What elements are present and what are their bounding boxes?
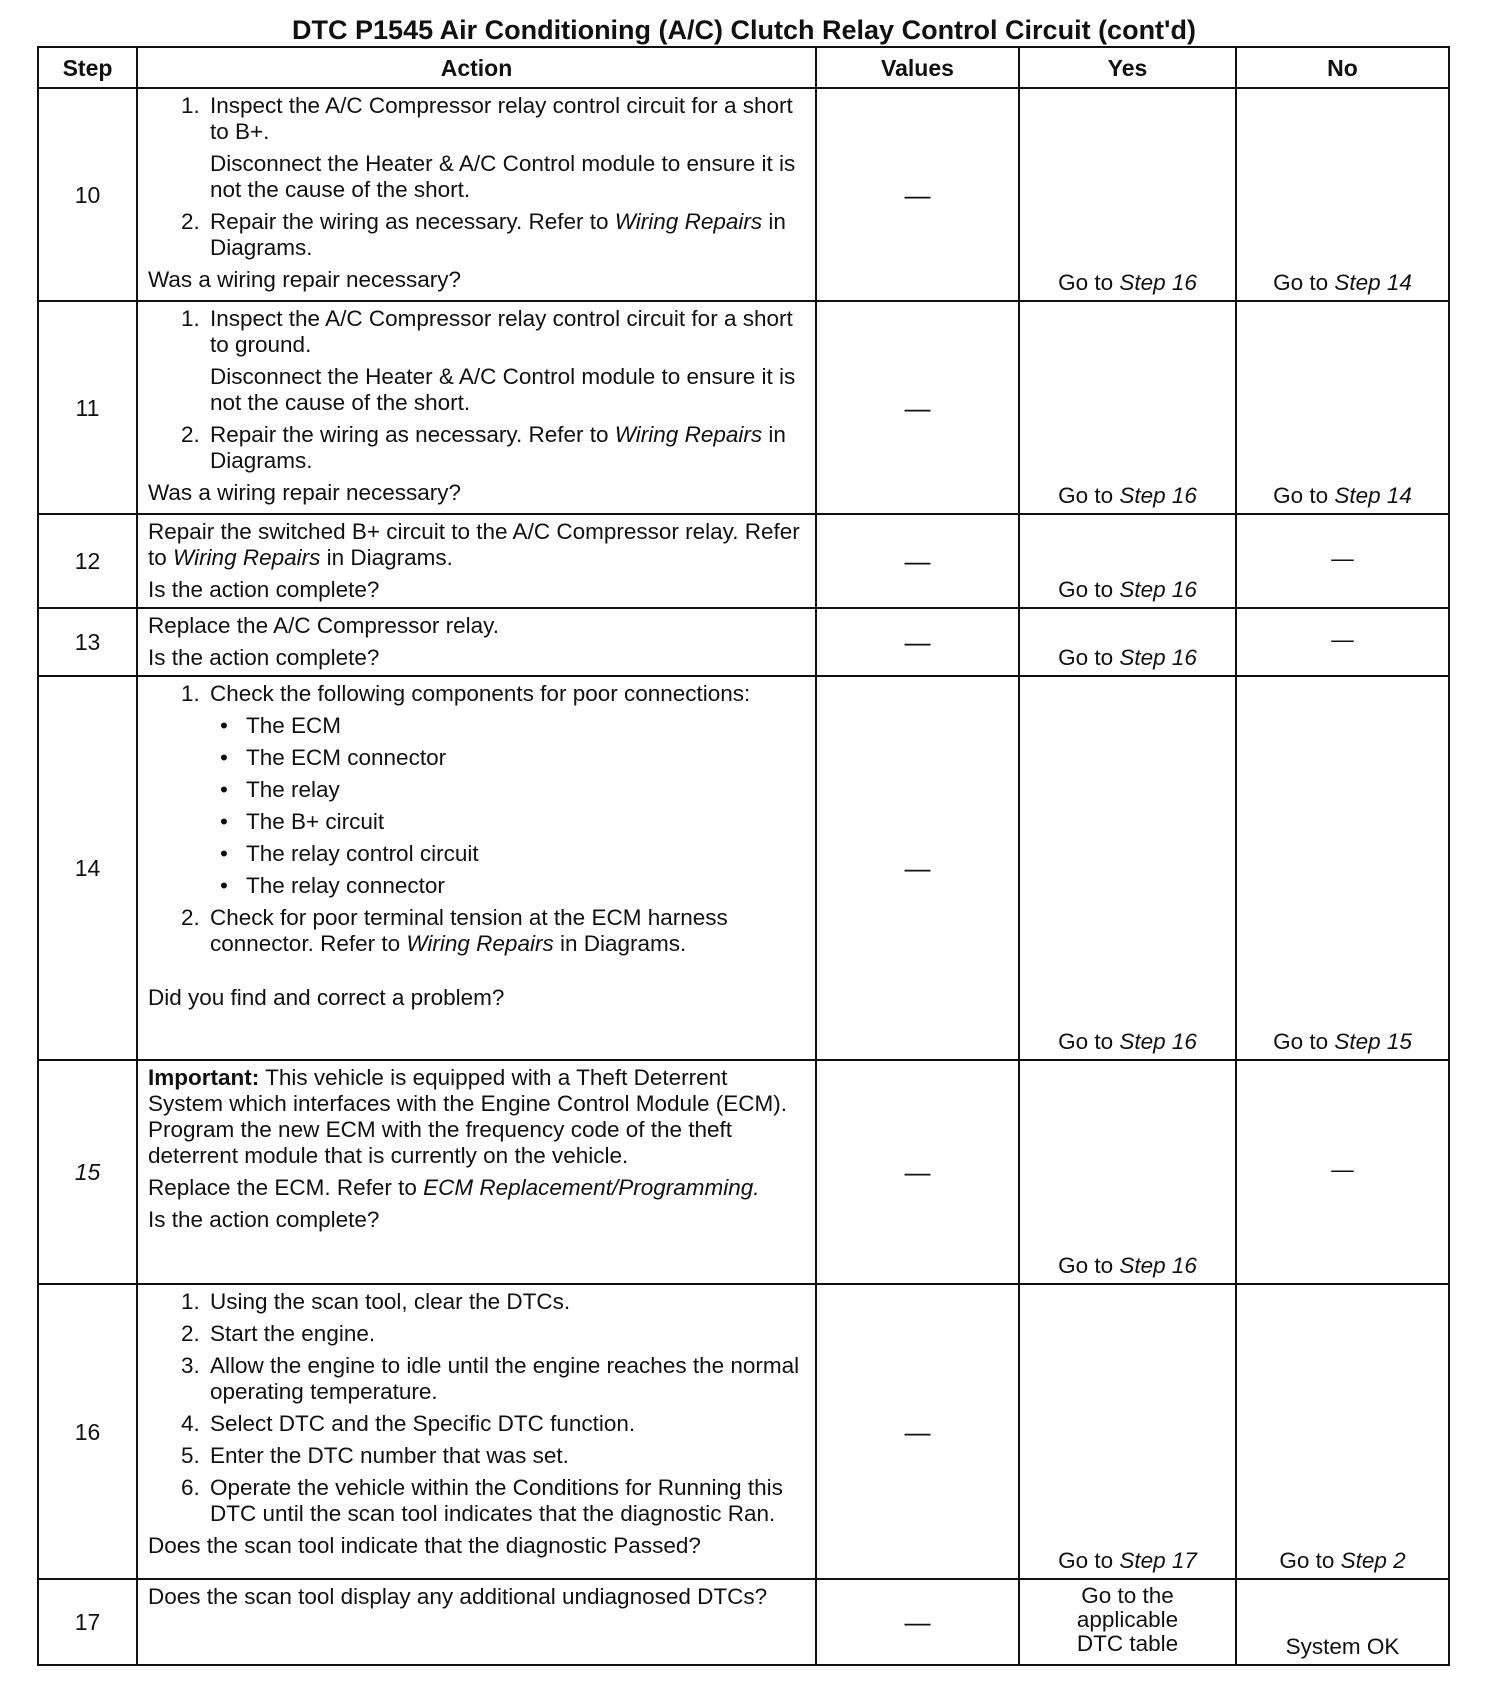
header-action: Action bbox=[137, 47, 816, 88]
action-item: 6. Operate the vehicle within the Conditions for Running this DTC until the scan tool indicates that the diagnostic Ran. bbox=[206, 1475, 805, 1527]
goto-step: Step 16 bbox=[1119, 645, 1197, 670]
action-item: 4. Select DTC and the Specific DTC function. bbox=[206, 1411, 805, 1437]
goto-text: Go to bbox=[1058, 645, 1120, 670]
goto-step: Step 16 bbox=[1119, 1253, 1197, 1278]
goto-text: Go to the applicable DTC table bbox=[1076, 1583, 1179, 1656]
action-cell bbox=[137, 676, 816, 1060]
action-text: Inspect the A/C Compressor relay control circuit for a short to B+. bbox=[210, 93, 793, 144]
table-header-row bbox=[38, 47, 1449, 88]
action-cell bbox=[137, 1060, 816, 1284]
yes-cell bbox=[1019, 1284, 1236, 1579]
dash: — bbox=[904, 853, 931, 883]
reference-link: Wiring Repairs bbox=[614, 422, 763, 447]
values-cell bbox=[816, 1060, 1019, 1284]
dash: — bbox=[904, 627, 931, 657]
dash: — bbox=[904, 1157, 931, 1187]
goto-step: Step 16 bbox=[1119, 483, 1197, 508]
list-item: • The relay control circuit bbox=[242, 841, 805, 867]
result-text: System OK bbox=[1285, 1634, 1400, 1659]
dash: — bbox=[904, 1416, 931, 1447]
goto-step: Step 14 bbox=[1334, 483, 1412, 508]
page-title: DTC P1545 Air Conditioning (A/C) Clutch Relay Control Circuit (cont'd) bbox=[292, 15, 1196, 45]
action-paragraph: Replace the A/C Compressor relay. bbox=[148, 613, 499, 638]
question: Is the action complete? bbox=[148, 1207, 380, 1232]
goto-text: Go to bbox=[1058, 1253, 1120, 1278]
goto-text: Go to bbox=[1273, 270, 1335, 295]
action-cell bbox=[137, 88, 816, 301]
action-cell bbox=[137, 514, 816, 608]
goto-text: Go to bbox=[1273, 483, 1335, 508]
goto-step: Step 14 bbox=[1334, 270, 1412, 295]
values-cell bbox=[816, 676, 1019, 1060]
action-cell bbox=[137, 1284, 816, 1579]
goto-step: Step 2 bbox=[1340, 1548, 1406, 1573]
action-text: in Diagrams. bbox=[553, 931, 687, 956]
action-cell bbox=[137, 1579, 816, 1665]
goto-text: Go to bbox=[1058, 1548, 1120, 1573]
goto-step: Step 16 bbox=[1119, 577, 1197, 602]
dash: — bbox=[904, 179, 931, 210]
yes-cell bbox=[1019, 608, 1236, 676]
action-item bbox=[206, 422, 805, 474]
question: Is the action complete? bbox=[148, 577, 380, 602]
action-paragraph bbox=[148, 519, 805, 571]
no-cell bbox=[1236, 88, 1449, 301]
values-cell bbox=[816, 608, 1019, 676]
question: Does the scan tool indicate that the diagnostic Passed? bbox=[148, 1533, 701, 1558]
list-item: • The relay bbox=[242, 777, 805, 803]
goto-step: Step 16 bbox=[1119, 1029, 1197, 1054]
table-row bbox=[38, 1579, 1449, 1665]
action-text: Repair the wiring as necessary. Refer to bbox=[210, 209, 615, 234]
reference-link: ECM Replacement/Programming. bbox=[423, 1175, 760, 1200]
goto-text: Go to bbox=[1058, 1029, 1120, 1054]
table-row bbox=[38, 608, 1449, 676]
action-item: 2. Start the engine. bbox=[206, 1321, 805, 1347]
step-number: 15 bbox=[38, 1060, 137, 1284]
action-paragraph bbox=[148, 1175, 805, 1201]
header-yes: Yes bbox=[1019, 47, 1236, 88]
goto-text: Go to bbox=[1058, 270, 1120, 295]
no-cell bbox=[1236, 1284, 1449, 1579]
reference-link: Wiring Repairs bbox=[406, 931, 554, 956]
step-number: 12 bbox=[38, 514, 137, 608]
important-text: This vehicle is equipped with a Theft Deterrent System which interfaces with the Engine Control Module (ECM). Program the new ECM with the frequency code of the theft deterrent module that is currently on the vehicle. bbox=[148, 1065, 788, 1168]
table-row bbox=[38, 301, 1449, 514]
list-item: • The B+ circuit bbox=[242, 809, 805, 835]
action-list bbox=[148, 681, 805, 957]
important-label: Important: bbox=[148, 1065, 260, 1090]
action-item bbox=[206, 681, 805, 899]
header-no: No bbox=[1236, 47, 1449, 88]
diagnostic-table bbox=[37, 46, 1450, 1666]
step-number: 16 bbox=[38, 1284, 137, 1579]
action-text: in Diagrams. bbox=[210, 422, 786, 473]
values-cell bbox=[816, 301, 1019, 514]
yes-cell bbox=[1019, 1060, 1236, 1284]
header-values: Values bbox=[816, 47, 1019, 88]
action-text: Replace the ECM. Refer to bbox=[148, 1175, 424, 1200]
reference-link: Wiring Repairs bbox=[173, 545, 321, 570]
list-item: • The ECM connector bbox=[242, 745, 805, 771]
action-item bbox=[206, 209, 805, 261]
step-number: 13 bbox=[38, 608, 137, 676]
step-number: 14 bbox=[38, 676, 137, 1060]
action-item: 1. Using the scan tool, clear the DTCs. bbox=[206, 1289, 805, 1315]
action-text: in Diagrams. bbox=[320, 545, 453, 570]
yes-cell bbox=[1019, 676, 1236, 1060]
values-cell bbox=[816, 1579, 1019, 1665]
question: Does the scan tool display any additional undiagnosed DTCs? bbox=[148, 1584, 768, 1609]
action-item bbox=[206, 905, 805, 957]
question: Was a wiring repair necessary? bbox=[148, 480, 462, 505]
action-subtext: Disconnect the Heater & A/C Control module to ensure it is not the cause of the short. bbox=[210, 151, 796, 202]
step-number: 10 bbox=[38, 88, 137, 301]
header-step: Step bbox=[38, 47, 137, 88]
action-item: 5. Enter the DTC number that was set. bbox=[206, 1443, 805, 1469]
action-text: Inspect the A/C Compressor relay control circuit for a short to ground. bbox=[210, 306, 793, 357]
action-list bbox=[148, 1289, 805, 1527]
goto-step: Step 17 bbox=[1119, 1548, 1197, 1573]
list-item: • The relay connector bbox=[242, 873, 805, 899]
yes-cell bbox=[1019, 88, 1236, 301]
dash: — bbox=[904, 546, 931, 576]
action-list bbox=[148, 306, 805, 474]
question: Was a wiring repair necessary? bbox=[148, 267, 462, 292]
action-subtext: Disconnect the Heater & A/C Control module to ensure it is not the cause of the short. bbox=[210, 364, 796, 415]
action-text: in Diagrams. bbox=[210, 209, 786, 260]
action-text: Check for poor terminal tension at the ECM harness connector. Refer to bbox=[210, 905, 728, 956]
dash: — bbox=[904, 392, 931, 423]
table-row bbox=[38, 1284, 1449, 1579]
goto-step: Step 16 bbox=[1119, 270, 1197, 295]
table-row bbox=[38, 676, 1449, 1060]
dash: — bbox=[1331, 627, 1354, 652]
action-item bbox=[206, 93, 805, 203]
action-text: Check the following components for poor connections: bbox=[210, 681, 751, 706]
important-note bbox=[148, 1065, 805, 1169]
values-cell bbox=[816, 88, 1019, 301]
yes-cell bbox=[1019, 301, 1236, 514]
action-list bbox=[148, 93, 805, 261]
dash: — bbox=[904, 1607, 931, 1637]
values-cell bbox=[816, 514, 1019, 608]
reference-link: Wiring Repairs bbox=[614, 209, 763, 234]
action-cell bbox=[137, 301, 816, 514]
step-number: 11 bbox=[38, 301, 137, 514]
table-row bbox=[38, 1060, 1449, 1284]
no-cell bbox=[1236, 608, 1449, 676]
dash: — bbox=[1331, 1157, 1354, 1182]
table-row bbox=[38, 514, 1449, 608]
goto-text: Go to bbox=[1058, 483, 1120, 508]
no-cell bbox=[1236, 1060, 1449, 1284]
goto-text: Go to bbox=[1279, 1548, 1341, 1573]
table-row bbox=[38, 88, 1449, 301]
action-text: Repair the wiring as necessary. Refer to bbox=[210, 422, 615, 447]
yes-cell bbox=[1019, 1579, 1236, 1665]
no-cell bbox=[1236, 301, 1449, 514]
question: Did you find and correct a problem? bbox=[148, 985, 505, 1010]
no-cell bbox=[1236, 514, 1449, 608]
action-item: 3. Allow the engine to idle until the engine reaches the normal operating temperature. bbox=[206, 1353, 805, 1405]
goto-text: Go to bbox=[1058, 577, 1120, 602]
dash: — bbox=[1331, 546, 1354, 571]
action-cell bbox=[137, 608, 816, 676]
question: Is the action complete? bbox=[148, 645, 380, 670]
action-item bbox=[206, 306, 805, 416]
yes-cell bbox=[1019, 514, 1236, 608]
goto-step: Step 15 bbox=[1334, 1029, 1412, 1054]
values-cell bbox=[816, 1284, 1019, 1579]
component-list bbox=[210, 713, 805, 899]
goto-text: Go to bbox=[1273, 1029, 1335, 1054]
list-item: • The ECM bbox=[242, 713, 805, 739]
step-number: 17 bbox=[38, 1579, 137, 1665]
action-text: Repair the switched B+ circuit to the A/C Compressor relay. Refer to bbox=[148, 519, 800, 570]
no-cell bbox=[1236, 676, 1449, 1060]
no-cell bbox=[1236, 1579, 1449, 1665]
